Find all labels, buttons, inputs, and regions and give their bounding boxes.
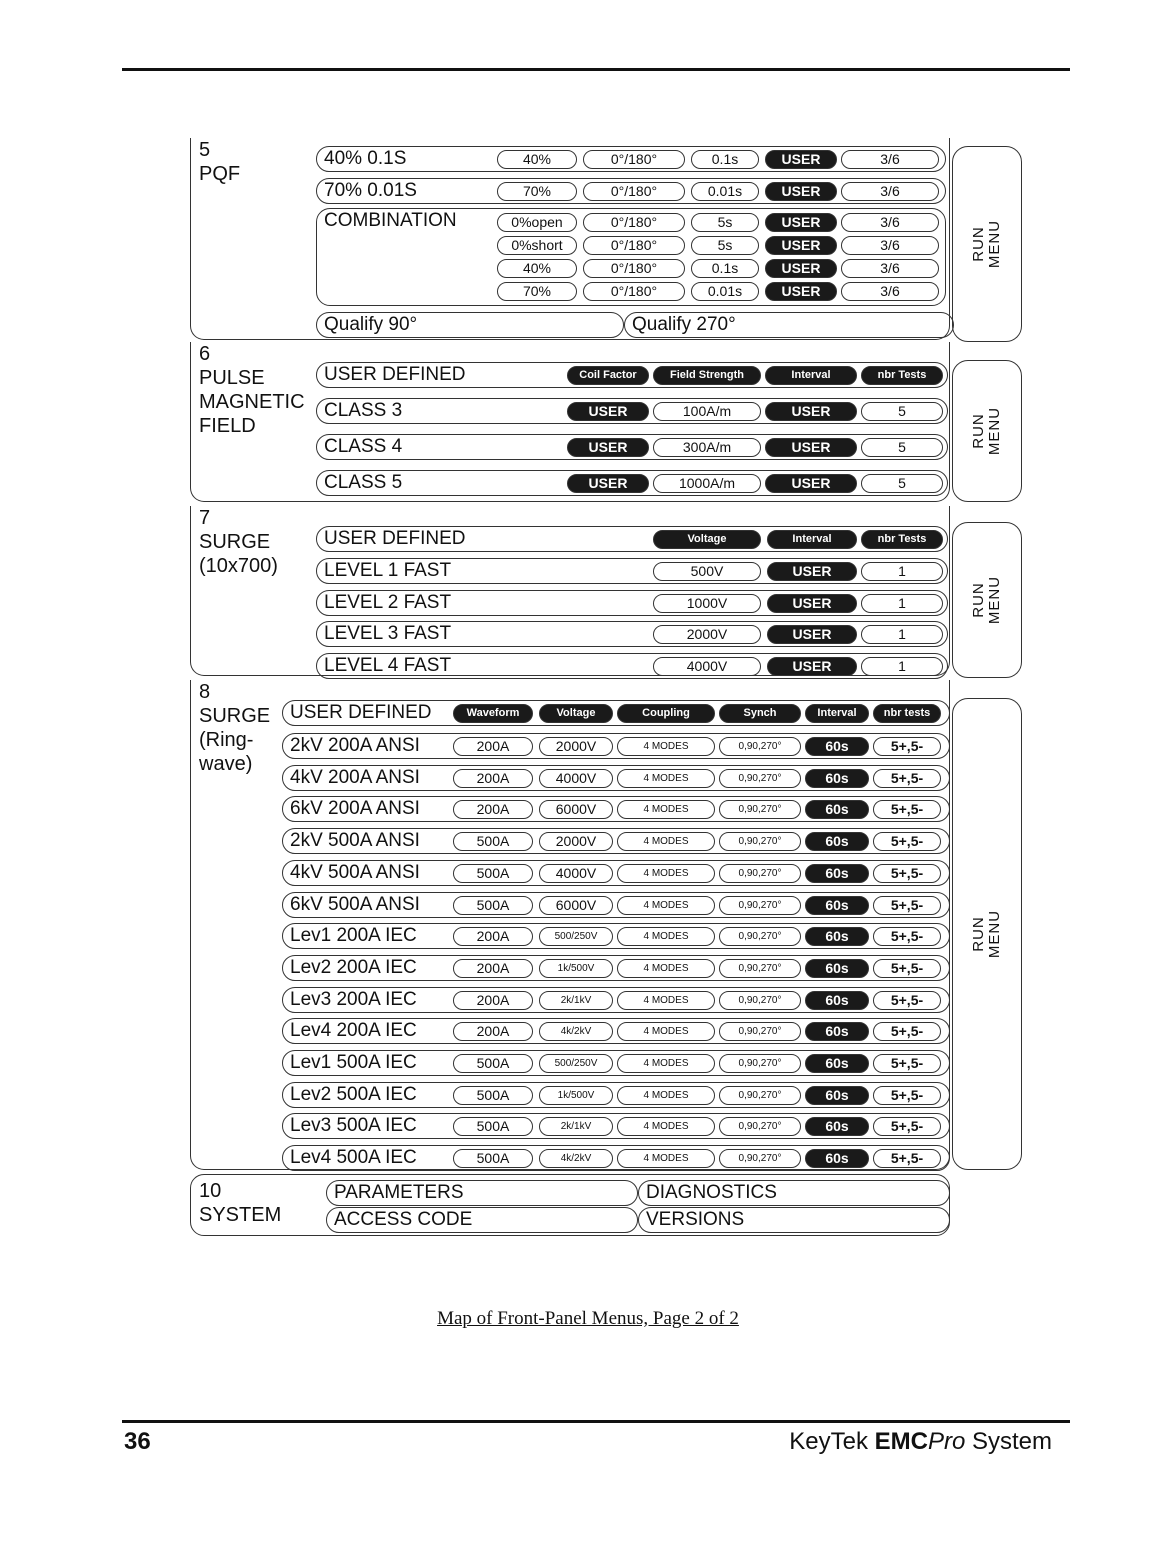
pqf-combo-cell[interactable]: 3/6 [841,236,939,255]
pqf-combo-cell[interactable]: 0.01s [691,282,759,301]
surge8-cell[interactable]: 4 MODES [617,1054,715,1073]
surge8-cell[interactable]: 500A [453,1054,533,1073]
surge8-cell[interactable]: 200A [453,959,533,978]
pqf-cell[interactable]: 3/6 [841,182,939,201]
surge8-cell[interactable]: 5+,5- [873,1054,941,1073]
surge7-cell[interactable]: 2000V [653,625,761,644]
surge8-cell[interactable]: 4 MODES [617,1022,715,1041]
surge8-cell[interactable]: 4 MODES [617,737,715,756]
row-label: USER DEFINED [324,528,466,549]
section-label: 10 SYSTEM [199,1180,282,1226]
surge8-cell[interactable]: 0,90,270° [719,1054,801,1073]
surge8-cell[interactable]: 4 MODES [617,769,715,788]
surge8-cell[interactable]: 2000V [539,832,613,851]
surge8-cell[interactable]: 0,90,270° [719,800,801,819]
surge8-cell[interactable]: 200A [453,927,533,946]
surge8-cell[interactable]: 500A [453,1149,533,1168]
pqf-cell[interactable]: USER [765,182,837,201]
pulse-cell[interactable]: USER [567,438,649,457]
brand-suffix: System [965,1428,1052,1455]
surge8-cell[interactable]: 60s [805,1086,869,1105]
pqf-combo-cell[interactable]: 0°/180° [583,236,685,255]
surge8-cell[interactable]: 1k/500V [539,1086,613,1105]
pulse-header-cell[interactable]: nbr Tests [861,366,943,385]
surge7-cell[interactable]: 1 [861,657,943,676]
surge8-cell[interactable]: 0,90,270° [719,1086,801,1105]
pqf-combo-cell[interactable]: 5s [691,213,759,232]
surge8-cell[interactable]: 5+,5- [873,769,941,788]
pulse-header-cell[interactable]: Field Strength [653,366,761,385]
surge8-cell[interactable]: 60s [805,959,869,978]
surge8-cell[interactable]: 60s [805,864,869,883]
run-menu-label: RUN MENU [970,406,1003,456]
row-label: CLASS 3 [324,400,403,421]
row-label: DIAGNOSTICS [646,1182,777,1203]
row-label: LEVEL 1 FAST [324,560,452,581]
pqf-combo-cell[interactable]: 0°/180° [583,259,685,278]
footer-rule [122,1420,1070,1423]
surge7-cell[interactable]: USER [767,594,857,613]
footer-brand [789,1428,1052,1456]
surge8-cell[interactable]: 5+,5- [873,1149,941,1168]
surge8-cell[interactable]: 200A [453,991,533,1010]
pqf-combo-cell[interactable]: 5s [691,236,759,255]
surge8-cell[interactable]: 500A [453,832,533,851]
row-label: Lev4 500A IEC [290,1147,417,1169]
surge8-row[interactable] [282,1113,950,1139]
surge8-cell[interactable]: 60s [805,1054,869,1073]
row-label: Lev3 500A IEC [290,1115,417,1137]
pulse-cell[interactable]: USER [765,474,857,493]
surge8-cell[interactable]: 4 MODES [617,800,715,819]
row-label: Lev4 200A IEC [290,1020,417,1042]
surge7-cell[interactable]: USER [767,657,857,676]
system-item[interactable] [638,1180,950,1206]
surge8-cell[interactable]: 4 MODES [617,864,715,883]
pqf-cell[interactable]: 0.1s [691,150,759,169]
surge7-cell[interactable]: 1 [861,625,943,644]
surge7-cell[interactable]: 500V [653,562,761,581]
row-label: 40% 0.1S [324,148,407,169]
pqf-combo-cell[interactable]: 40% [497,259,577,278]
surge8-cell[interactable]: 500A [453,1117,533,1136]
section-label: 6 PULSE MAGNETIC FIELD [199,343,305,437]
pulse-cell[interactable]: 5 [861,402,943,421]
surge8-header-cell[interactable]: Synch [719,704,801,723]
surge8-cell[interactable]: 500A [453,896,533,915]
surge8-cell[interactable]: 60s [805,832,869,851]
surge8-cell[interactable]: 60s [805,896,869,915]
surge7-header-cell[interactable]: nbr Tests [861,530,943,549]
pulse-row[interactable] [316,470,948,496]
pulse-cell[interactable]: USER [765,402,857,421]
surge8-cell[interactable]: 4000V [539,769,613,788]
row-label: Lev2 500A IEC [290,1083,417,1105]
surge8-header-cell[interactable]: Voltage [539,704,613,723]
surge8-cell[interactable]: 4 MODES [617,1086,715,1105]
row-label: Lev1 500A IEC [290,1052,417,1073]
surge8-row[interactable] [282,828,950,854]
row-label: Lev1 200A IEC [290,925,417,947]
run-menu-ring-wave[interactable] [952,698,1022,1170]
surge8-cell[interactable]: 5+,5- [873,737,941,756]
surge8-cell[interactable]: 0,90,270° [719,864,801,883]
surge8-cell[interactable]: 2k/1kV [539,991,613,1010]
pulse-row[interactable] [316,398,948,424]
section-label: 8 SURGE (Ring- wave) [199,681,271,775]
surge8-cell[interactable]: 500/250V [539,1054,613,1073]
surge8-cell[interactable]: 60s [805,1149,869,1168]
row-label: Lev3 200A IEC [290,988,417,1010]
surge8-row[interactable] [282,955,950,981]
surge7-row[interactable] [316,621,948,647]
run-menu-pqf[interactable] [952,146,1022,342]
pqf-combo-cell[interactable]: 3/6 [841,259,939,278]
row-label: 6kV 200A ANSI [290,798,420,820]
surge7-header-cell[interactable]: Voltage [653,530,761,549]
surge8-cell[interactable]: 0,90,270° [719,896,801,915]
brand-prefix: KeyTek [789,1428,875,1455]
surge8-cell[interactable]: 500A [453,864,533,883]
pqf-combo-cell[interactable]: 70% [497,282,577,301]
surge8-cell[interactable]: 6000V [539,896,613,915]
surge8-cell[interactable]: 60s [805,1022,869,1041]
surge8-header-row[interactable] [282,700,950,726]
surge8-header-cell[interactable]: Waveform [453,704,533,723]
surge8-cell[interactable]: 0,90,270° [719,737,801,756]
surge8-header-cell[interactable]: nbr tests [873,704,941,723]
row-label: USER DEFINED [324,364,466,385]
surge7-cell[interactable]: 1 [861,562,943,581]
surge8-cell[interactable]: 0,90,270° [719,991,801,1010]
surge7-cell[interactable]: USER [767,625,857,644]
pulse-cell[interactable]: 5 [861,438,943,457]
surge8-cell[interactable]: 5+,5- [873,1022,941,1041]
row-label: COMBINATION [324,210,457,231]
surge8-cell[interactable]: 4 MODES [617,959,715,978]
surge8-cell[interactable]: 5+,5- [873,800,941,819]
surge8-cell[interactable]: 60s [805,1117,869,1136]
row-label: VERSIONS [646,1209,745,1230]
section-label: 7 SURGE (10x700) [199,507,278,577]
run-menu-label: RUN MENU [970,575,1003,625]
surge7-header-row[interactable] [316,526,948,552]
pqf-combo-cell[interactable]: 0°/180° [583,282,685,301]
row-label: 4kV 500A ANSI [290,861,420,883]
section-label: 5 PQF [199,139,241,185]
surge8-header-cell[interactable]: Interval [805,704,869,723]
pqf-combo-cell[interactable]: USER [765,213,837,232]
surge8-cell[interactable]: 5+,5- [873,864,941,883]
figure-caption: Map of Front-Panel Menus, Page 2 of 2 [437,1308,739,1329]
pqf-cell[interactable]: 3/6 [841,150,939,169]
surge8-cell[interactable]: 4 MODES [617,1117,715,1136]
surge8-cell[interactable]: 4000V [539,864,613,883]
surge8-cell[interactable]: 0,90,270° [719,1149,801,1168]
pqf-cell[interactable]: 70% [497,182,577,201]
pulse-row[interactable] [316,434,948,460]
pulse-header-row[interactable] [316,362,948,388]
surge8-cell[interactable]: 500/250V [539,927,613,946]
qualify-90-row[interactable] [316,312,624,338]
pqf-combo-cell[interactable]: 3/6 [841,213,939,232]
row-label: 6kV 500A ANSI [290,893,420,915]
surge8-cell[interactable]: 4 MODES [617,896,715,915]
pulse-cell[interactable]: 5 [861,474,943,493]
surge7-row[interactable] [316,558,948,584]
surge8-cell[interactable]: 200A [453,1022,533,1041]
pulse-cell[interactable]: USER [765,438,857,457]
row-label: Qualify 270° [632,314,736,335]
surge8-cell[interactable]: 4k/2kV [539,1149,613,1168]
surge7-cell[interactable]: 4000V [653,657,761,676]
brand-bold: EMC [874,1428,928,1455]
pulse-cell[interactable]: USER [567,474,649,493]
pqf-cell[interactable]: 0°/180° [583,182,685,201]
row-label: ACCESS CODE [334,1209,473,1230]
surge8-row[interactable] [282,892,950,918]
surge8-cell[interactable]: 6000V [539,800,613,819]
pulse-header-cell[interactable]: Interval [765,366,857,385]
pqf-combo-cell[interactable]: 0.1s [691,259,759,278]
pqf-combo-cell[interactable]: 3/6 [841,282,939,301]
pulse-cell[interactable]: 1000A/m [653,474,761,493]
surge7-header-cell[interactable]: Interval [767,530,857,549]
surge8-cell[interactable]: 0,90,270° [719,959,801,978]
row-label: LEVEL 4 FAST [324,654,452,676]
pqf-combo-cell[interactable]: USER [765,236,837,255]
pqf-cell[interactable]: USER [765,150,837,169]
surge8-cell[interactable]: 0,90,270° [719,1117,801,1136]
surge8-cell[interactable]: 200A [453,737,533,756]
surge8-cell[interactable]: 5+,5- [873,1086,941,1105]
row-label: CLASS 5 [324,472,403,493]
pulse-cell[interactable]: 300A/m [653,438,761,457]
surge8-cell[interactable]: 200A [453,800,533,819]
surge8-cell[interactable]: 0,90,270° [719,927,801,946]
surge8-cell[interactable]: 5+,5- [873,1117,941,1136]
row-label: PARAMETERS [334,1182,464,1203]
row-label: USER DEFINED [290,702,432,723]
surge8-row[interactable] [282,987,950,1013]
system-item[interactable] [326,1180,638,1206]
row-label: Lev2 200A IEC [290,956,417,978]
pqf-row[interactable] [316,178,946,204]
row-label: Qualify 90° [324,314,418,335]
surge8-cell[interactable]: 500A [453,1086,533,1105]
surge8-row[interactable] [282,860,950,886]
pqf-cell[interactable]: 0°/180° [583,150,685,169]
surge8-cell[interactable]: 0,90,270° [719,769,801,788]
surge8-cell[interactable]: 4 MODES [617,832,715,851]
page-number: 36 [124,1428,151,1455]
pqf-combo-cell[interactable]: USER [765,259,837,278]
system-item[interactable] [326,1207,638,1233]
system-item[interactable] [638,1207,950,1233]
pqf-row[interactable] [316,146,946,172]
surge8-cell[interactable]: 4k/2kV [539,1022,613,1041]
run-menu-pulse[interactable] [952,360,1022,502]
surge8-cell[interactable]: 60s [805,769,869,788]
pulse-header-cell[interactable]: Coil Factor [567,366,649,385]
pqf-cell[interactable]: 40% [497,150,577,169]
pqf-combo-cell[interactable]: 0%short [497,236,577,255]
row-label: LEVEL 2 FAST [324,591,452,613]
surge8-row[interactable] [282,1018,950,1044]
surge8-cell[interactable]: 60s [805,927,869,946]
surge8-cell[interactable]: 2k/1kV [539,1117,613,1136]
surge7-cell[interactable]: 1000V [653,594,761,613]
run-menu-surge-10x700[interactable] [952,522,1022,678]
surge8-cell[interactable]: 4 MODES [617,991,715,1010]
row-label: LEVEL 3 FAST [324,623,452,644]
surge8-row[interactable] [282,1050,950,1076]
run-menu-label: RUN MENU [970,909,1003,959]
surge8-cell[interactable]: 5+,5- [873,832,941,851]
row-label: 70% 0.01S [324,180,417,201]
pulse-cell[interactable]: 100A/m [653,402,761,421]
surge8-cell[interactable]: 60s [805,991,869,1010]
surge8-cell[interactable]: 4 MODES [617,1149,715,1168]
pulse-cell[interactable]: USER [567,402,649,421]
header-rule [122,68,1070,71]
surge7-cell[interactable]: USER [767,562,857,581]
surge8-cell[interactable]: 5+,5- [873,959,941,978]
surge8-cell[interactable]: 200A [453,769,533,788]
surge8-cell[interactable]: 4 MODES [617,927,715,946]
surge8-row[interactable] [282,733,950,759]
surge8-row[interactable] [282,923,950,949]
surge8-header-cell[interactable]: Coupling [617,704,715,723]
surge8-cell[interactable]: 60s [805,800,869,819]
pqf-combo-cell[interactable]: 0%open [497,213,577,232]
row-label: CLASS 4 [324,436,403,457]
row-label: 2kV 500A ANSI [290,830,420,852]
surge8-row[interactable] [282,765,950,791]
surge7-row[interactable] [316,590,948,616]
surge8-cell[interactable]: 0,90,270° [719,832,801,851]
surge8-cell[interactable]: 5+,5- [873,896,941,915]
surge8-cell[interactable]: 2000V [539,737,613,756]
surge7-cell[interactable]: 1 [861,594,943,613]
run-menu-label: RUN MENU [970,219,1003,269]
surge8-cell[interactable]: 1k/500V [539,959,613,978]
row-label: 2kV 200A ANSI [290,735,420,756]
pqf-combo-cell[interactable]: USER [765,282,837,301]
row-label: 4kV 200A ANSI [290,766,420,788]
surge7-row[interactable] [316,653,948,679]
pqf-cell[interactable]: 0.01s [691,182,759,201]
pqf-combination-row[interactable] [316,208,946,306]
surge8-row[interactable] [282,1145,950,1171]
qualify-270-row[interactable] [624,312,954,338]
brand-italic: Pro [927,1428,966,1455]
surge8-row[interactable] [282,1082,950,1108]
surge8-cell[interactable]: 60s [805,737,869,756]
surge8-cell[interactable]: 5+,5- [873,991,941,1010]
pqf-combo-cell[interactable]: 0°/180° [583,213,685,232]
surge8-cell[interactable]: 5+,5- [873,927,941,946]
surge8-row[interactable] [282,796,950,822]
surge8-cell[interactable]: 0,90,270° [719,1022,801,1041]
